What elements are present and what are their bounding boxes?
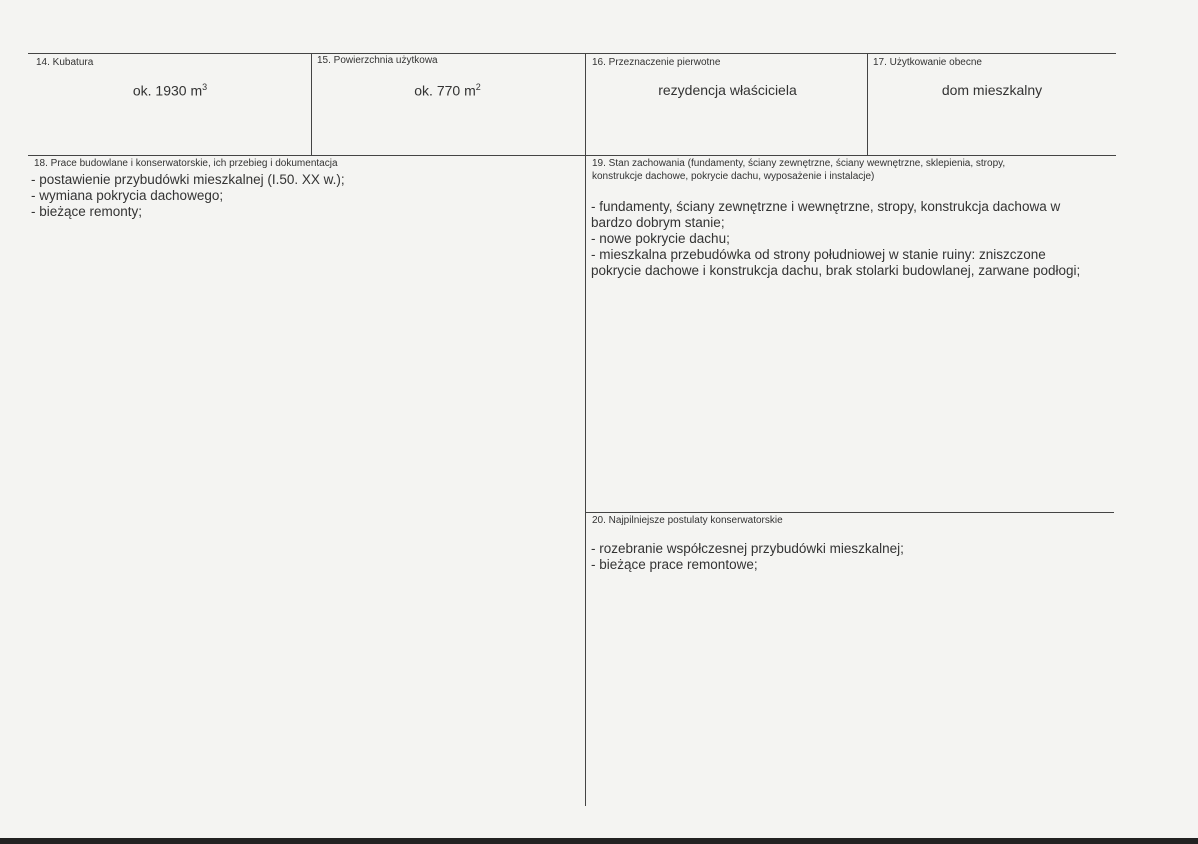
field-20-item: - rozebranie współczesnej przybudówki mieszkalnej; [591,541,904,556]
row1-divider-1 [311,53,312,155]
field-17-value: dom mieszkalny [941,82,1043,98]
field-20-label: 20. Najpilniejsze postulaty konserwatorskie [592,515,783,526]
field-19-text [591,199,1080,279]
field-16-value: rezydencja właściciela [658,82,797,98]
field-19-label-line2: konstrukcje dachowe, pokrycie dachu, wyposażenie i instalacje) [592,171,875,182]
field-15-value-sup: 2 [475,82,481,92]
row1-divider-3 [867,53,868,155]
field-18-list [31,172,345,220]
field-17-label: 17. Użytkowanie obecne [873,57,982,68]
field-18-item: - wymiana pokrycia dachowego; [31,188,224,203]
field-20-list [591,541,904,573]
field-19-line: pokrycie dachowe i konstrukcja dachu, brak stolarki budowlanej, zarwane podłogi; [591,263,1081,278]
field-16-label: 16. Przeznaczenie pierwotne [592,57,721,68]
row1-divider-2 [585,53,586,155]
field-19-line: - fundamenty, ściany zewnętrzne i wewnętrzne, stropy, konstrukcja dachowa w [591,199,1061,214]
field-14-value-sup: 3 [202,82,208,92]
field-20-item: - bieżące prace remontowe; [591,557,758,572]
field-15-value-text: ok. 770 m [414,82,476,99]
field-19-line: bardzo dobrym stanie; [591,215,725,230]
row2-top-border [28,155,1116,156]
field-19-line: - mieszkalna przebudówka od strony południowej w stanie ruiny: zniszczone [591,247,1046,262]
field-15-label: 15. Powierzchnia użytkowa [317,55,438,66]
field-15-value [315,82,580,99]
scan-bottom-edge [0,838,1198,844]
field-14-label: 14. Kubatura [36,57,94,68]
row2-center-divider [585,155,586,806]
row1-top-border [28,53,1116,54]
field20-top-border [585,512,1114,513]
field-18-item: - postawienie przybudówki mieszkalnej (I.50. XX w.); [31,172,345,187]
field-18-item: - bieżące remonty; [31,204,143,219]
field-19-line: - nowe pokrycie dachu; [591,231,730,246]
field-14-value-text: ok. 1930 m [132,82,203,99]
field-14-value [40,82,300,99]
field-18-label: 18. Prace budowlane i konserwatorskie, ich przebieg i dokumentacja [34,158,338,169]
field-19-label-line1: 19. Stan zachowania (fundamenty, ściany zewnętrzne, ściany wewnętrzne, sklepienia, stropy, [592,158,1006,169]
